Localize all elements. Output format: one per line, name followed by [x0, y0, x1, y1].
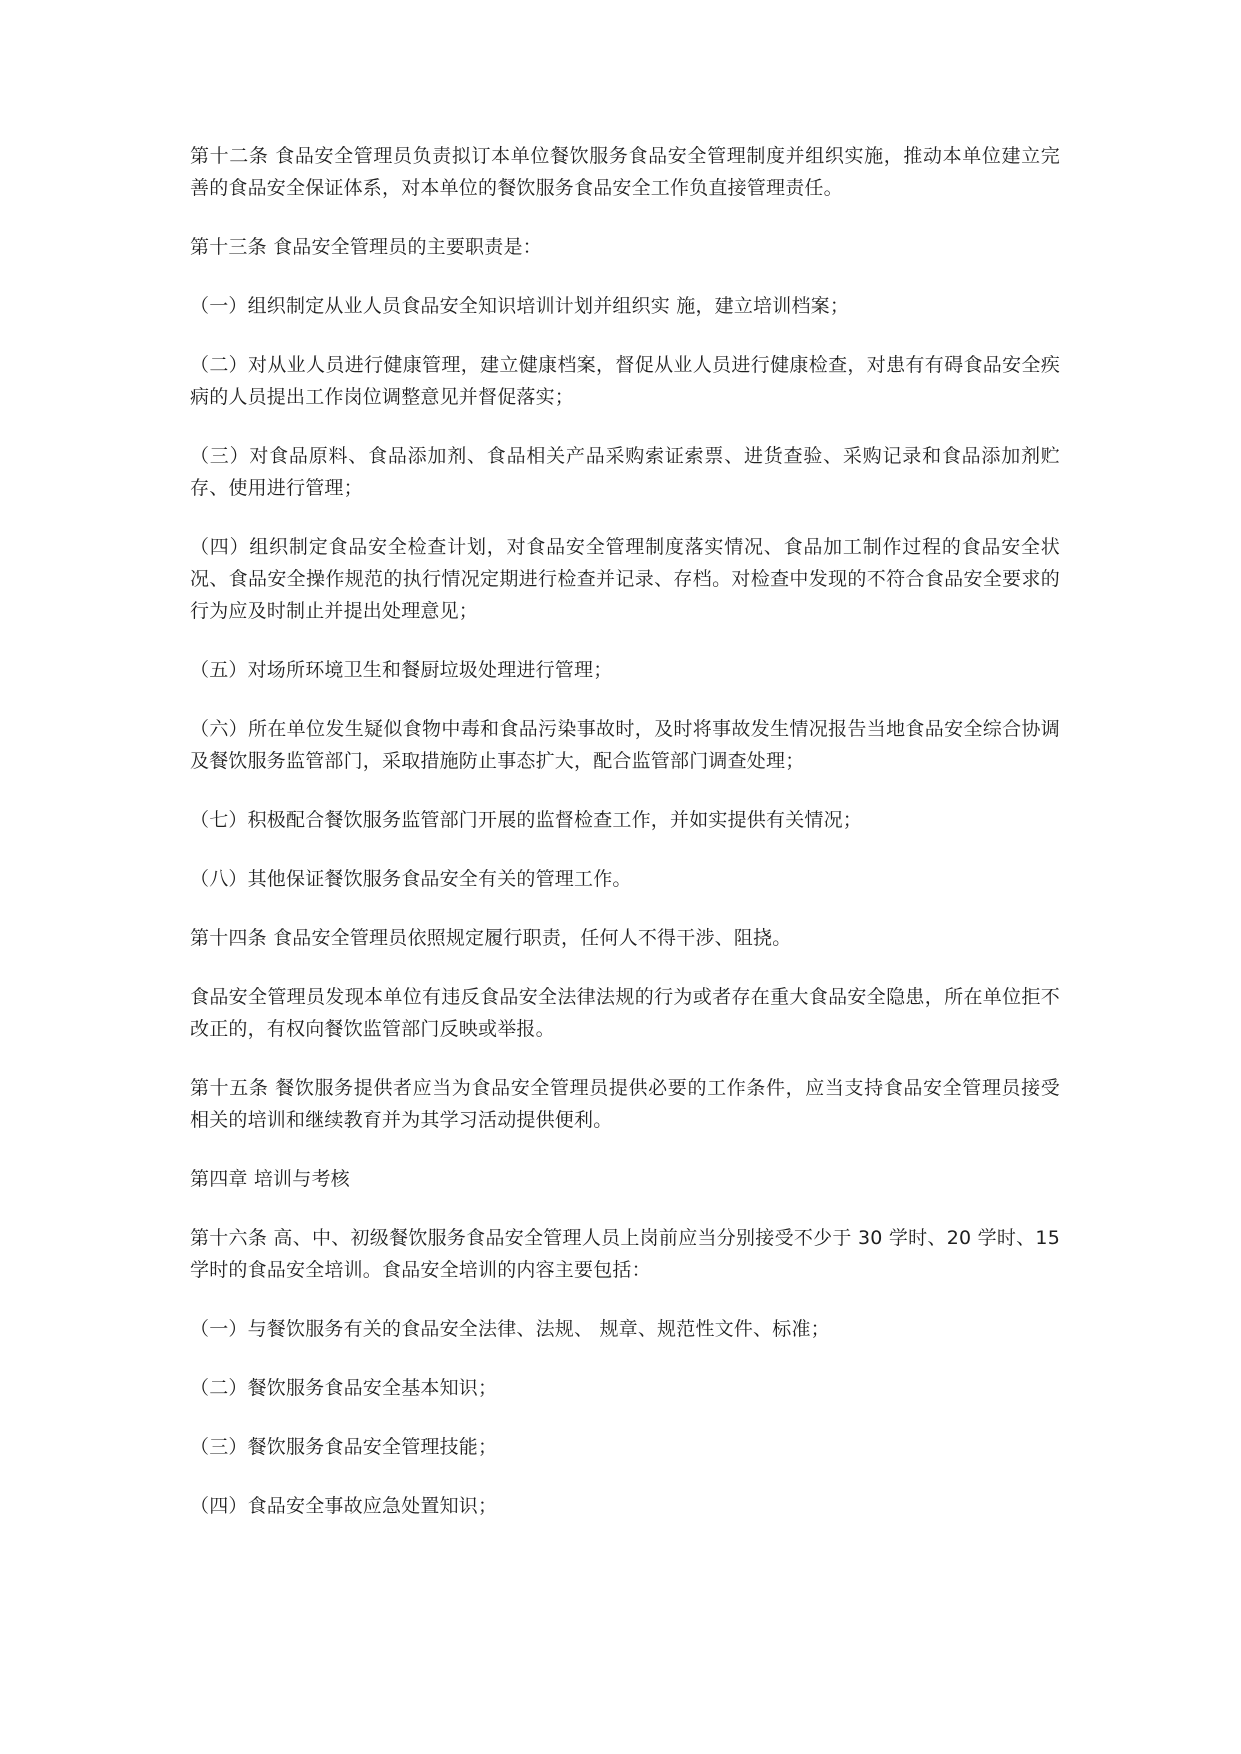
article-14: 第十四条 食品安全管理员依照规定履行职责，任何人不得干涉、阻挠。: [190, 927, 792, 949]
article-13-item-5: （五）对场所环境卫生和餐厨垃圾处理进行管理；: [190, 659, 613, 681]
chapter-4-heading: 第四章 培训与考核: [190, 1168, 350, 1190]
article-16-item-4: （四）食品安全事故应急处置知识；: [190, 1495, 498, 1517]
article-13-item-8: （八）其他保证餐饮服务食品安全有关的管理工作。: [190, 868, 632, 890]
document-body: [190, 140, 1060, 1522]
article-13-item-7: （七）积极配合餐饮服务监管部门开展的监督检查工作，并如实提供有关情况；: [190, 809, 863, 831]
article-13-item-2: （二）对从业人员进行健康管理，建立健康档案，督促从业人员进行健康检查，对患有有碍食品安全疾病的人员提出工作岗位调整意见并督促落实；: [190, 354, 1060, 408]
article-16-item-1: （一）与餐饮服务有关的食品安全法律、法规、 规章、规范性文件、标准；: [190, 1318, 830, 1340]
article-13-item-4: （四）组织制定食品安全检查计划，对食品安全管理制度落实情况、食品加工制作过程的食品安全状况、食品安全操作规范的执行情况定期进行检查并记录、存档。对检查中发现的不符合食品安全要求的行为应及时制止并提出处理意见；: [190, 536, 1060, 622]
article-16-item-2: （二）餐饮服务食品安全基本知识；: [190, 1377, 498, 1399]
article-15: 第十五条 餐饮服务提供者应当为食品安全管理员提供必要的工作条件，应当支持食品安全管理员接受相关的培训和继续教育并为其学习活动提供便利。: [190, 1077, 1060, 1131]
article-16-item-3: （三）餐饮服务食品安全管理技能；: [190, 1436, 498, 1458]
article-13-item-6: （六）所在单位发生疑似食物中毒和食品污染事故时，及时将事故发生情况报告当地食品安全综合协调及餐饮服务监管部门，采取措施防止事态扩大，配合监管部门调查处理；: [190, 718, 1060, 772]
article-13-item-1: （一）组织制定从业人员食品安全知识培训计划并组织实 施，建立培训档案；: [190, 295, 850, 317]
article-13-item-3: （三）对食品原料、食品添加剂、食品相关产品采购索证索票、进货查验、采购记录和食品添加剂贮存、使用进行管理；: [190, 445, 1060, 499]
article-13-heading: 第十三条 食品安全管理员的主要职责是：: [190, 236, 542, 258]
article-14-paragraph-2: 食品安全管理员发现本单位有违反食品安全法律法规的行为或者存在重大食品安全隐患，所在单位拒不改正的，有权向餐饮监管部门反映或举报。: [190, 986, 1060, 1040]
article-12: 第十二条 食品安全管理员负责拟订本单位餐饮服务食品安全管理制度并组织实施，推动本单位建立完善的食品安全保证体系，对本单位的餐饮服务食品安全工作负直接管理责任。: [190, 145, 1060, 199]
article-16: 第十六条 高、中、初级餐饮服务食品安全管理人员上岗前应当分别接受不少于 30 学时、20 学时、15 学时的食品安全培训。食品安全培训的内容主要包括：: [190, 1227, 1060, 1281]
